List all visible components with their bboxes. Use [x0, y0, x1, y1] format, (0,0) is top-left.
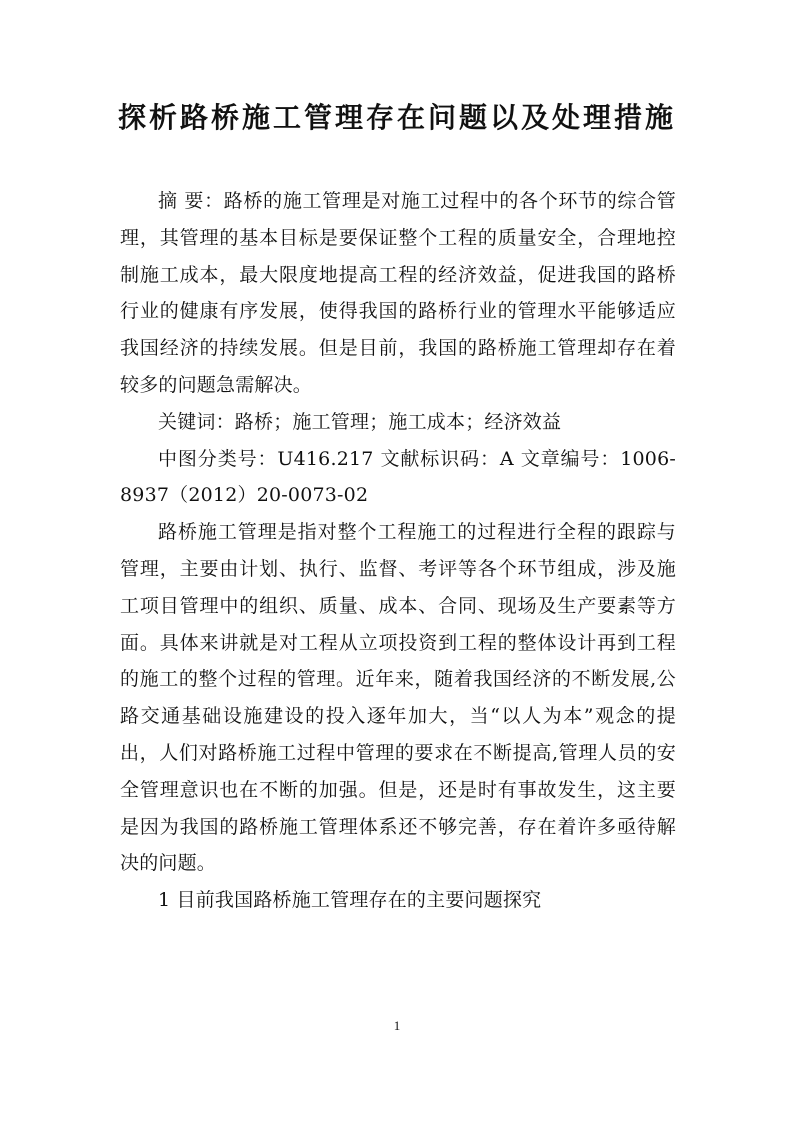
- document-body: [120, 183, 676, 919]
- abstract-paragraph: 摘 要：路桥的施工管理是对施工过程中的各个环节的综合管理，其管理的基本目标是要保证整个工程的质量安全，合理地控制施工成本，最大限度地提高工程的经济效益，促进我国的路桥行业的健康有序发展，使得我国的路桥行业的管理水平能够适应我国经济的持续发展。但是目前，我国的路桥施工管理却存在着较多的问题急需解决。: [120, 190, 676, 396]
- classification-line: 中图分类号：U416.217 文献标识码：A 文章编号：1006-8937（2012）20-0073-02: [120, 447, 676, 507]
- document-title: 探析路桥施工管理存在问题以及处理措施: [117, 101, 676, 134]
- section-heading: 1 目前我国路桥施工管理存在的主要问题探究: [158, 889, 542, 912]
- keywords-line: 关键词：路桥；施工管理；施工成本；经济效益: [158, 410, 562, 433]
- page-number: 1: [393, 1018, 401, 1033]
- body-paragraph: 路桥施工管理是指对整个工程施工的过程进行全程的跟踪与管理，主要由计划、执行、监督、考评等各个环节组成，涉及施工项目管理中的组织、质量、成本、合同、现场及生产要素等方面。具体来讲就是对工程从立项投资到工程的整体设计再到工程的施工的整个过程的管理。近年来，随着我国经济的不断发展,公路交通基础设施建设的投入逐年加大，当“以人为本”观念的提出，人们对路桥施工过程中管理的要求在不断提高,管理人员的安全管理意识也在不断的加强。但是，还是时有事故发生，这主要是因为我国的路桥施工管理体系还不够完善，存在着许多亟待解决的问题。: [120, 521, 676, 875]
